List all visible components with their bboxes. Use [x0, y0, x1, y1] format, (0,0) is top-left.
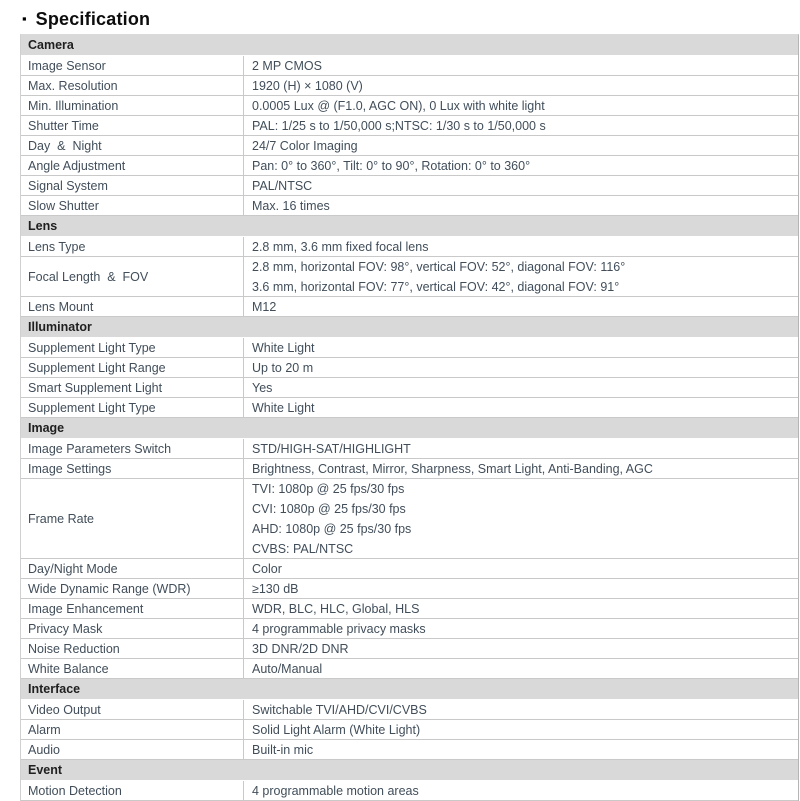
spec-value: 2 MP CMOS [252, 58, 322, 73]
spec-row-wide-dynamic-range-wdr [21, 579, 798, 599]
spec-value: 1920 (H) × 1080 (V) [252, 78, 363, 93]
spec-label: Supplement Light Type [21, 398, 244, 417]
section-header-illuminator: Illuminator [21, 317, 798, 338]
spec-row-day-night-mode [21, 559, 798, 579]
spec-label: White Balance [21, 659, 244, 678]
spec-label: Motion Detection [21, 781, 244, 800]
spec-value-line: CVBS: PAL/NTSC [252, 541, 354, 556]
spec-label: Supplement Light Type [21, 338, 244, 357]
spec-label: Signal System [21, 176, 244, 195]
spec-row-image-enhancement [21, 599, 798, 619]
spec-value: White Light [252, 400, 315, 415]
spec-row-noise-reduction [21, 639, 798, 659]
spec-value [244, 257, 798, 296]
spec-value: ≥130 dB [252, 581, 299, 596]
spec-label: Shutter Time [21, 116, 244, 135]
spec-value: Solid Light Alarm (White Light) [252, 722, 421, 737]
spec-value: 0.0005 Lux @ (F1.0, AGC ON), 0 Lux with white light [252, 98, 545, 113]
spec-value: PAL: 1/25 s to 1/50,000 s;NTSC: 1/30 s to 1/50,000 s [252, 118, 546, 133]
section-header-interface: Interface [21, 679, 798, 700]
spec-row-max-resolution [21, 76, 798, 96]
spec-label: Noise Reduction [21, 639, 244, 658]
spec-row-supplement-light-range [21, 358, 798, 378]
spec-label: Image Parameters Switch [21, 439, 244, 458]
spec-label: Image Sensor [21, 56, 244, 75]
spec-value-line: 2.8 mm, horizontal FOV: 98°, vertical FOV: 52°, diagonal FOV: 116° [252, 259, 626, 274]
square-bullet-icon: ▪ [22, 10, 27, 26]
spec-value: Auto/Manual [252, 661, 323, 676]
spec-value: Built-in mic [252, 742, 314, 757]
spec-label: Smart Supplement Light [21, 378, 244, 397]
spec-value: 3D DNR/2D DNR [252, 641, 349, 656]
spec-row-alarm [21, 720, 798, 740]
spec-label: Max. Resolution [21, 76, 244, 95]
spec-value: Color [252, 561, 282, 576]
spec-value: Switchable TVI/AHD/CVI/CVBS [252, 702, 427, 717]
spec-label: Focal Length & FOV [21, 257, 244, 296]
spec-row-motion-detection [21, 781, 798, 801]
spec-row-supplement-light-type [21, 398, 798, 418]
spec-value: Yes [252, 380, 273, 395]
spec-value: Pan: 0° to 360°, Tilt: 0° to 90°, Rotation: 0° to 360° [252, 158, 531, 173]
spec-value: White Light [252, 340, 315, 355]
spec-value: 4 programmable motion areas [252, 783, 419, 798]
spec-value-line: TVI: 1080p @ 25 fps/30 fps [252, 481, 405, 496]
spec-value [244, 479, 798, 558]
spec-label: Min. Illumination [21, 96, 244, 115]
section-header-image: Image [21, 418, 798, 439]
spec-value: 4 programmable privacy masks [252, 621, 426, 636]
section-header-event: Event [21, 760, 798, 781]
spec-row-video-output [21, 700, 798, 720]
spec-row-supplement-light-type [21, 338, 798, 358]
spec-label: Alarm [21, 720, 244, 739]
spec-label: Wide Dynamic Range (WDR) [21, 579, 244, 598]
spec-label: Angle Adjustment [21, 156, 244, 175]
spec-value: Up to 20 m [252, 360, 314, 375]
spec-label: Day & Night [21, 136, 244, 155]
spec-value: M12 [252, 299, 277, 314]
spec-row-signal-system [21, 176, 798, 196]
spec-label: Audio [21, 740, 244, 759]
spec-row-image-parameters-switch [21, 439, 798, 459]
spec-label: Image Settings [21, 459, 244, 478]
spec-value-line: 3.6 mm, horizontal FOV: 77°, vertical FOV: 42°, diagonal FOV: 91° [252, 279, 620, 294]
spec-row-frame-rate [21, 479, 798, 559]
spec-label: Slow Shutter [21, 196, 244, 215]
spec-value: 24/7 Color Imaging [252, 138, 358, 153]
spec-label: Privacy Mask [21, 619, 244, 638]
spec-label: Lens Mount [21, 297, 244, 316]
page-title: Specification [35, 8, 151, 29]
spec-row-angle-adjustment [21, 156, 798, 176]
spec-label: Supplement Light Range [21, 358, 244, 377]
spec-value: Max. 16 times [252, 198, 330, 213]
spec-label: Day/Night Mode [21, 559, 244, 578]
spec-row-lens-type [21, 237, 798, 257]
spec-row-min-illumination [21, 96, 798, 116]
spec-row-shutter-time [21, 116, 798, 136]
spec-value-line: AHD: 1080p @ 25 fps/30 fps [252, 521, 412, 536]
spec-row-focal-length-fov [21, 257, 798, 297]
section-header-lens: Lens [21, 216, 798, 237]
section-header-camera: Camera [21, 35, 798, 56]
spec-row-privacy-mask [21, 619, 798, 639]
spec-row-smart-supplement-light [21, 378, 798, 398]
spec-row-image-settings [21, 459, 798, 479]
spec-value: PAL/NTSC [252, 178, 313, 193]
specification-table [20, 34, 799, 801]
spec-row-day-night [21, 136, 798, 156]
spec-value: STD/HIGH-SAT/HIGHLIGHT [252, 441, 411, 456]
spec-label: Lens Type [21, 237, 244, 256]
spec-row-white-balance [21, 659, 798, 679]
spec-row-lens-mount [21, 297, 798, 317]
spec-label: Frame Rate [21, 479, 244, 558]
spec-row-audio [21, 740, 798, 760]
spec-value-line: CVI: 1080p @ 25 fps/30 fps [252, 501, 406, 516]
spec-value: Brightness, Contrast, Mirror, Sharpness, Smart Light, Anti-Banding, AGC [252, 461, 653, 476]
spec-label: Video Output [21, 700, 244, 719]
spec-label: Image Enhancement [21, 599, 244, 618]
spec-row-image-sensor [21, 56, 798, 76]
spec-value: 2.8 mm, 3.6 mm fixed focal lens [252, 239, 429, 254]
spec-value: WDR, BLC, HLC, Global, HLS [252, 601, 420, 616]
spec-row-slow-shutter [21, 196, 798, 216]
spec-section-title [0, 0, 800, 34]
